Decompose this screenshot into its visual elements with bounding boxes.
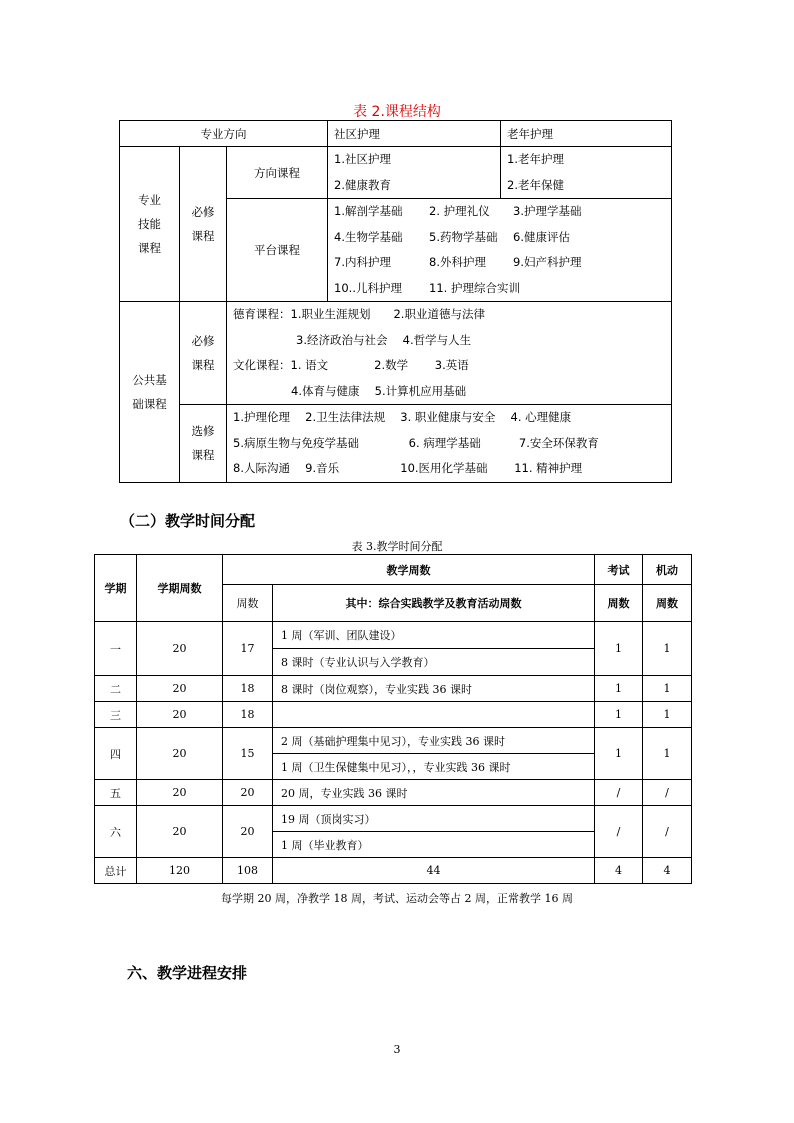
teaching-time-table: 学期 学期周数 教学周数 考试 机动 周数 其中：综合实践教学及教育活动周数 周数 周数 一 20 17 1 周（军训、团队建设） 1 1 8 课时（专业认识与入学教育） 二 20 18 8 课时（岗位观察），专业实践 36 课时 1 1 三 20 18 1 1 四 20 15 2 周（基础护理集中见习），专业实践 36 课时 1 1 1 周（卫生保健集中见习），，专业实践 36 课时 五 20 20 20 周，专业实践 36 课时 / / 六 20 20 19 周（顶岗实习） / / 1 周（毕业教育） 总计 120 108 44 4 4 <box>94 554 692 884</box>
platform-courses: 1.解剖学基础 2. 护理礼仪 3.护理学基础 4.生物学基础 5.药物学基础 6.健康评估 7.内科护理 8.外科护理 9.妇产科护理 10..儿科护理 11. 护理综合实训 <box>328 199 672 302</box>
table3-note: 每学期 20 周，净教学 18 周，考试、运动会等占 2 周，正常教学 16 周 <box>221 892 573 905</box>
header-exam: 考试 <box>595 555 643 585</box>
public-elective-courses: 1.护理伦理 2.卫生法律法规 3. 职业健康与安全 4. 心理健康 5.病原生物与免疫学基础 6. 病理学基础 7.安全环保教育 8.人际沟通 9.音乐 10.医用化学基础 11. 精神护理 <box>227 405 672 483</box>
table-row: 六 20 20 19 周（顶岗实习） / / <box>95 806 692 832</box>
table-row: 五 20 20 20 周，专业实践 36 课时 / / <box>95 780 692 806</box>
public-required-courses: 德育课程：1.职业生涯规划 2.职业道德与法律 3.经济政治与社会 4.哲学与人生 文化课程：1. 语文 2.数学 3.英语 4.体育与健康 5.计算机应用基础 <box>227 302 672 405</box>
header-semester: 学期 <box>95 555 137 622</box>
professional-group-label: 专业 技能 课程 <box>120 147 180 302</box>
table3-caption: 表 3.教学时间分配 <box>351 540 443 553</box>
table-row-total: 总计 120 108 44 4 4 <box>95 858 692 884</box>
platform-course-label: 平台课程 <box>227 199 328 302</box>
community-courses: 1.社区护理 2.健康教育 <box>328 147 501 199</box>
table-row: 三 20 18 1 1 <box>95 702 692 728</box>
header-weeks: 周数 <box>223 585 273 622</box>
public-required-label: 必修 课程 <box>180 302 227 405</box>
header-flex: 机动 <box>643 555 692 585</box>
table2-caption: 表 2.课程结构 <box>353 104 441 120</box>
header-community: 社区护理 <box>328 121 501 147</box>
course-structure-table <box>119 120 672 483</box>
table-row: 二 20 18 8 课时（岗位观察），专业实践 36 课时 1 1 <box>95 676 692 702</box>
table-row: 一 20 17 1 周（军训、团队建设） 1 1 <box>95 622 692 649</box>
table-row: 四 20 15 2 周（基础护理集中见习），专业实践 36 课时 1 1 <box>95 728 692 754</box>
header-elderly: 老年护理 <box>501 121 672 147</box>
professional-required-label: 必修 课程 <box>180 147 227 302</box>
elderly-courses: 1.老年护理 2.老年保健 <box>501 147 672 199</box>
header-exam-weeks: 周数 <box>595 585 643 622</box>
header-direction: 专业方向 <box>120 121 328 147</box>
public-group-label: 公共基 础课程 <box>120 302 180 483</box>
page-number: 3 <box>393 1043 401 1056</box>
direction-course-label: 方向课程 <box>227 147 328 199</box>
public-elective-label: 选修 课程 <box>180 405 227 483</box>
header-teaching-weeks: 教学周数 <box>223 555 595 585</box>
header-semester-weeks: 学期周数 <box>137 555 223 622</box>
header-practice: 其中：综合实践教学及教育活动周数 <box>273 585 595 622</box>
section-heading-time-allocation: （二）教学时间分配 <box>120 512 256 530</box>
header-flex-weeks: 周数 <box>643 585 692 622</box>
section-heading-teaching-schedule: 六、教学进程安排 <box>127 964 248 982</box>
